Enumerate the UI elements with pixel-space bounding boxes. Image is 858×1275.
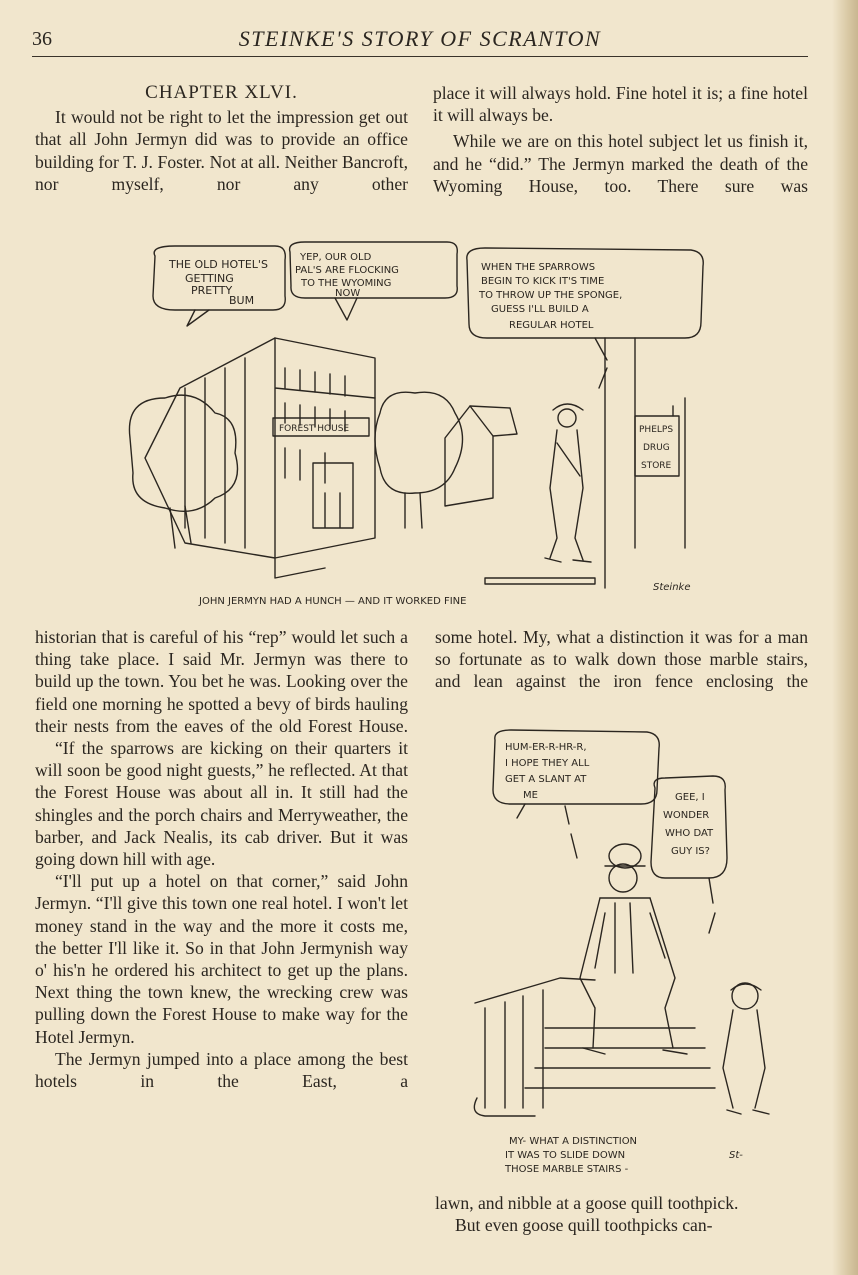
bubble-1-line: PRETTY — [191, 284, 233, 297]
right-column-top — [433, 82, 808, 197]
store-sign-line: PHELPS — [639, 425, 674, 435]
bubble-2-line: GEE, I — [675, 792, 705, 803]
paragraph: The Jermyn jumped into a place among the best hotels in the East, a — [35, 1048, 408, 1092]
cartoon-marble-stairs — [465, 728, 785, 1178]
cartoon-drawing — [125, 238, 725, 610]
bubble-2-line: WONDER — [663, 810, 710, 821]
bubble-3-line: BEGIN TO KICK IT'S TIME — [481, 276, 605, 287]
left-column-bottom — [35, 626, 408, 1092]
bubble-3-line: TO THROW UP THE SPONGE, — [479, 290, 623, 301]
paragraph: some hotel. My, what a distinction it was for a man so fortunate as to walk down those marble stairs, and lean against the iron fence enclosing the — [435, 627, 808, 692]
page-number: 36 — [32, 28, 52, 50]
running-title: STEINKE'S STORY OF SCRANTON — [238, 26, 602, 51]
bubble-1-line: GETTING — [185, 272, 234, 285]
bubble-1-line: HUM-ER-R-HR-R, — [505, 742, 587, 753]
page-edge-shadow — [832, 0, 858, 1275]
right-column-bottom-end — [435, 1192, 808, 1236]
bubble-2-line: TO THE WYOMING — [301, 278, 392, 289]
paragraph: But even goose quill toothpicks can- — [455, 1215, 713, 1236]
bubble-2-line: PAL'S ARE FLOCKING — [295, 265, 399, 276]
paragraph: historian that is careful of his “rep” would let such a thing take place. I said Mr. Jermyn was there to build up the town. You bet he was. Looking over the field one morning he spotted a bevy of birds hauling their nests from the eaves of the old Forest House. — [35, 627, 408, 736]
left-column-top — [35, 82, 408, 195]
paragraph: lawn, and nibble at a goose quill toothpick. — [435, 1193, 739, 1213]
cartoon-jermyn-hunch — [125, 238, 725, 610]
right-column-bottom-top — [435, 626, 808, 693]
cartoon-caption: JOHN JERMYN HAD A HUNCH — AND IT WORKED FINE — [199, 596, 467, 607]
cartoon-signature: Steinke — [653, 582, 691, 593]
paragraph: While we are on this hotel subject let us finish it, and he “did.” The Jermyn marked the death of the Wyoming House, too. There sure was — [433, 131, 808, 196]
bubble-1-line: BUM — [229, 294, 255, 307]
bubble-1-line: I HOPE THEY ALL — [505, 758, 590, 769]
store-sign-line: DRUG — [643, 443, 670, 453]
paragraph: place it will always hold. Fine hotel it is; a fine hotel it will always be. — [433, 83, 808, 126]
bubble-2-line: GUY IS? — [671, 846, 710, 857]
bubble-3-line: GUESS I'LL BUILD A — [491, 304, 589, 315]
cartoon-caption-line: MY- WHAT A DISTINCTION — [509, 1136, 638, 1147]
page-header — [32, 24, 808, 57]
bubble-2-line: YEP, OUR OLD — [300, 252, 372, 263]
bubble-2-line: WHO DAT — [665, 828, 714, 839]
paragraph: It would not be right to let the impression get out that all John Jermyn did was to provide an office building for T. J. Foster. Not at all. Neither Bancroft, nor myself, nor any other — [35, 107, 408, 194]
hotel-sign: FOREST HOUSE — [279, 424, 350, 434]
bubble-1-line: ME — [523, 790, 538, 801]
chapter-title: CHAPTER XLVI. — [145, 82, 298, 103]
cartoon-drawing — [465, 728, 785, 1178]
store-sign-line: STORE — [641, 461, 672, 471]
bubble-1-line: THE OLD HOTEL'S — [169, 258, 268, 271]
paragraph: “I'll put up a hotel on that corner,” said John Jermyn. “I'll give this town one real hotel. I won't let money stand in the way and the more it costs me, the better I'll like it. So in that John Jermynish way o' his'n he ordered his architect to get up the plans. Next thing the town knew, the wrecking crew was pulling down the Forest House to make way for the Hotel Jermyn. — [35, 871, 408, 1047]
cartoon-signature: St- — [729, 1150, 743, 1161]
cartoon-caption-line: THOSE MARBLE STAIRS - — [505, 1164, 629, 1175]
bubble-2-line: NOW — [335, 288, 361, 299]
cartoon-caption-line: IT WAS TO SLIDE DOWN — [505, 1150, 626, 1161]
bubble-1-line: GET A SLANT AT — [505, 774, 587, 785]
bubble-3-line: WHEN THE SPARROWS — [481, 262, 596, 273]
paragraph: “If the sparrows are kicking on their quarters it will soon be good night guests,” he reflected. At that the Forest House was about all in. It still had the shingles and the porch chairs and Merryweather, the barber, and Jack Nealis, its cab driver. But it was going down hill with age. — [35, 738, 408, 870]
bubble-3-line: REGULAR HOTEL — [509, 320, 594, 331]
